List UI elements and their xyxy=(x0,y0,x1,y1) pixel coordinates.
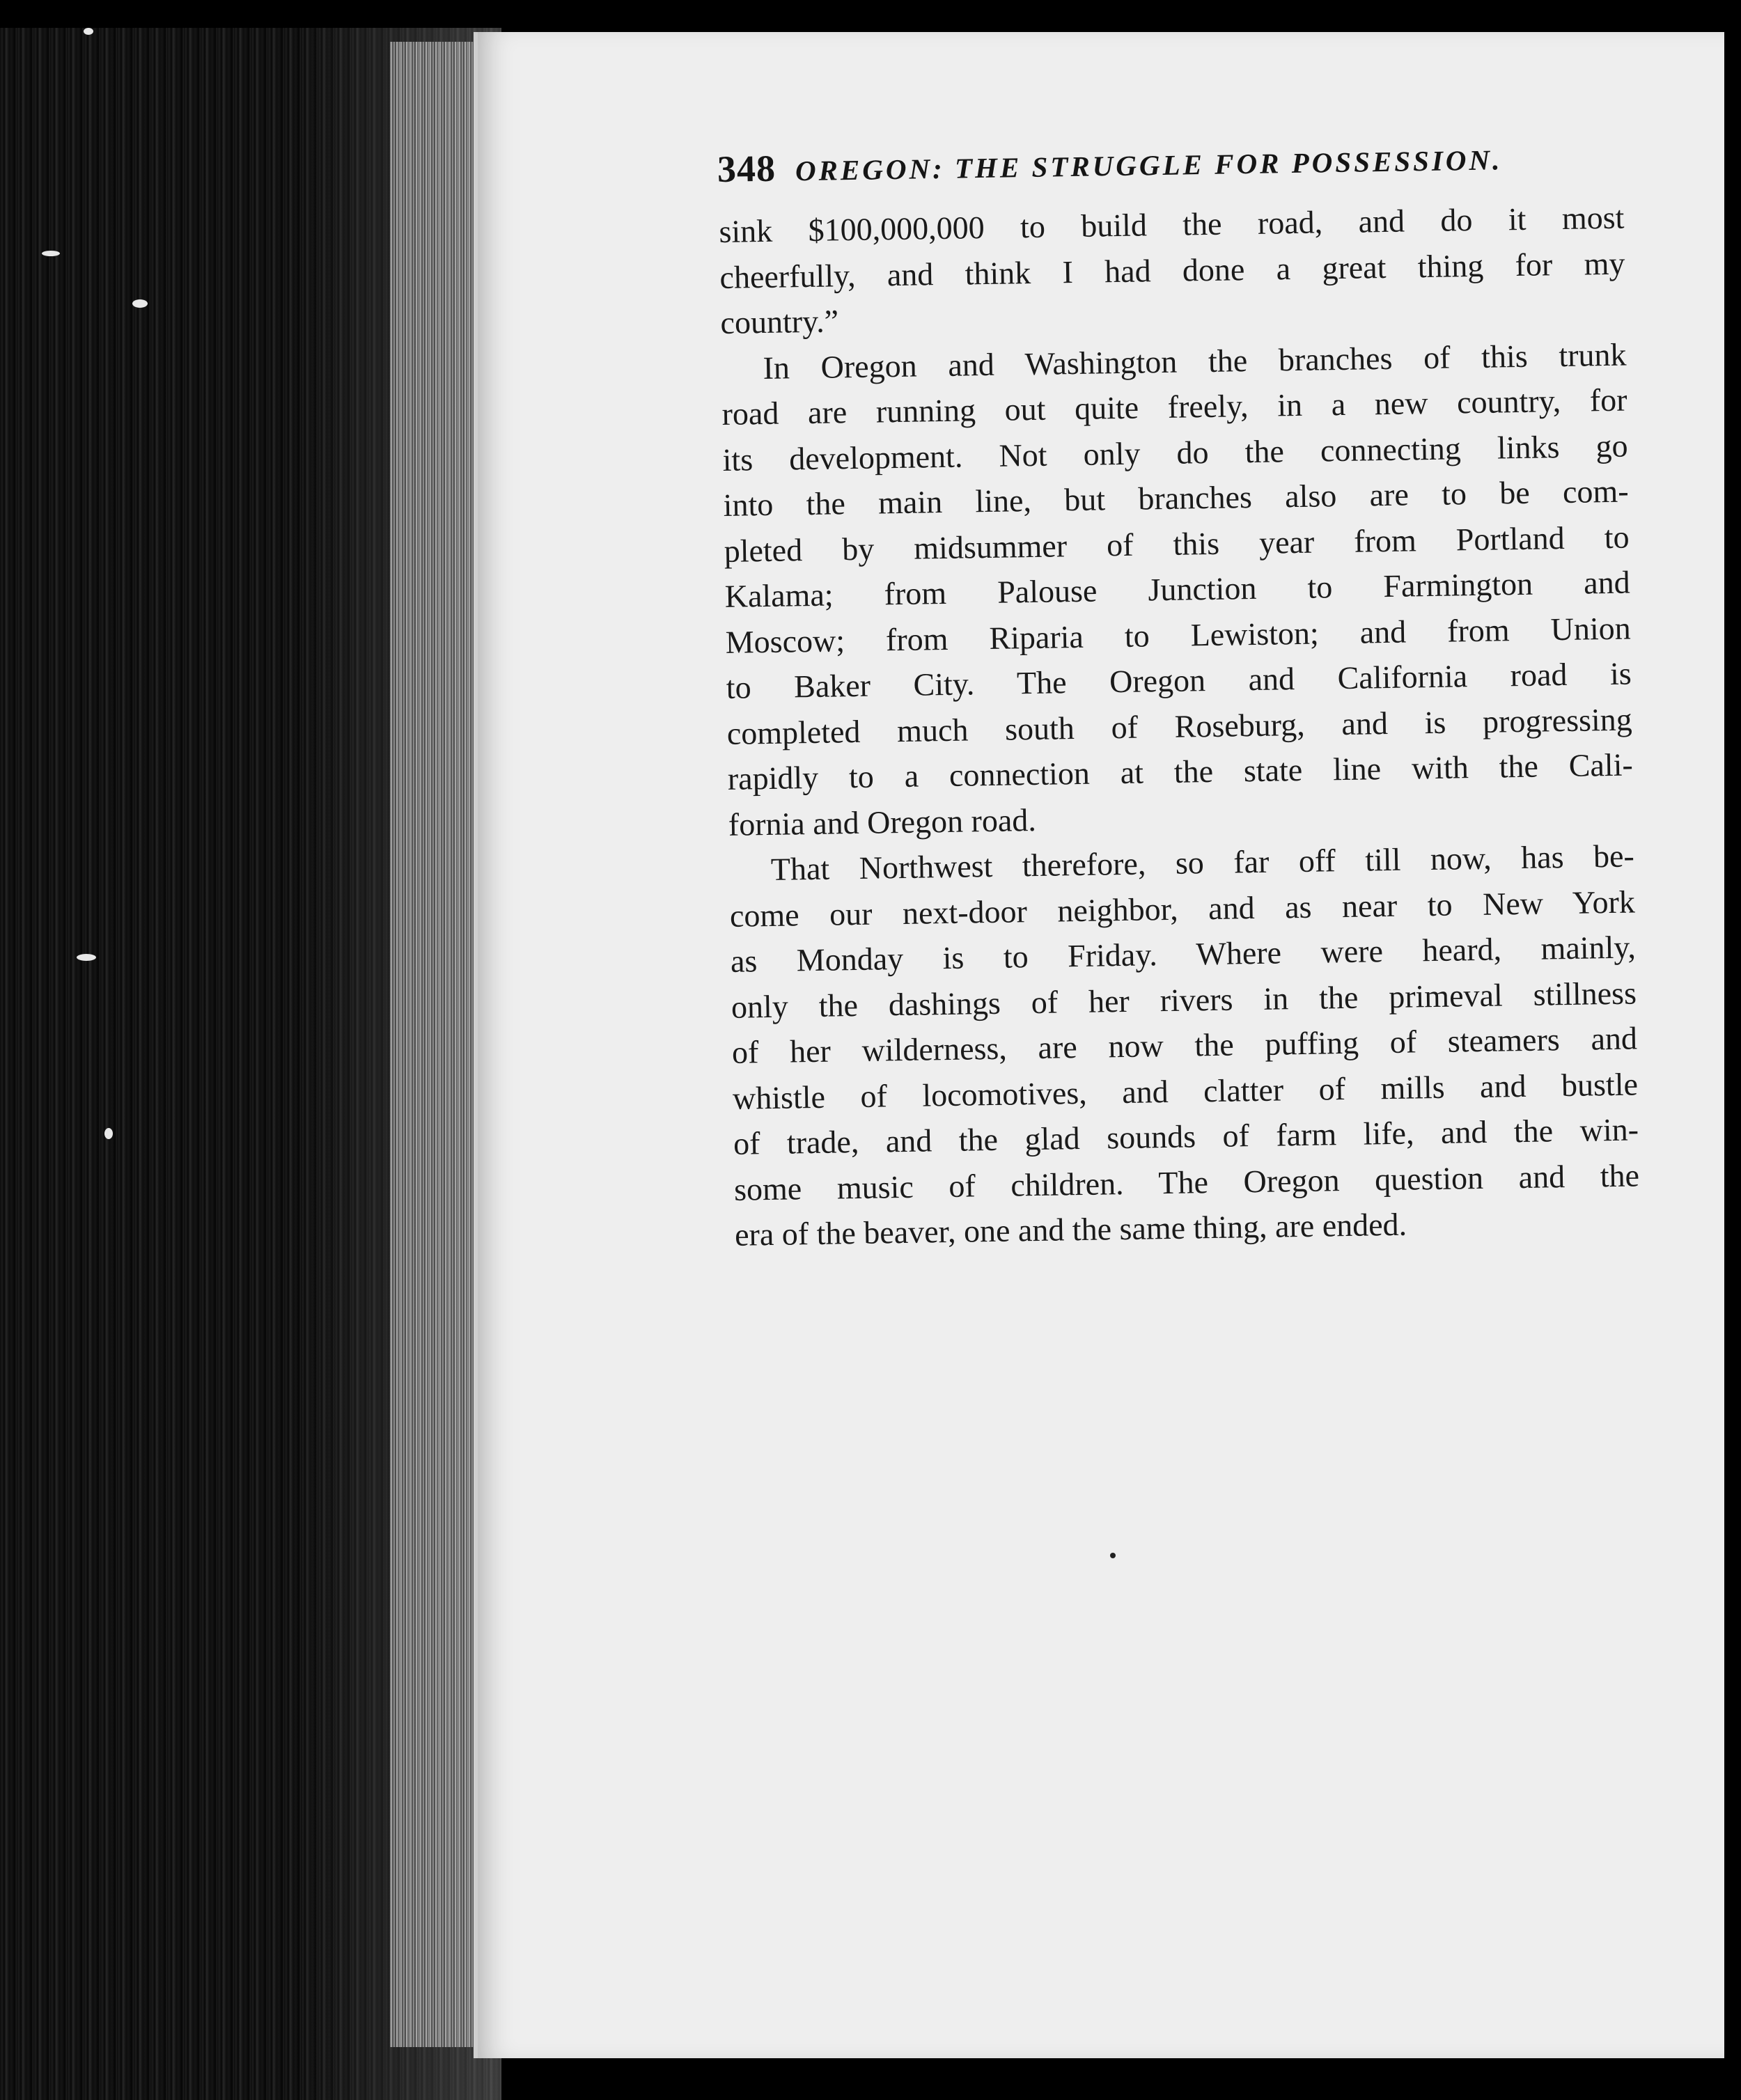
text-line: to Baker City. The Oregon and California road is xyxy=(726,655,1632,705)
text-line: cheerfully, and think I had done a great thing for my xyxy=(719,245,1625,295)
text-line: whistle of locomotives, and clatter of mills and bustle xyxy=(732,1065,1639,1116)
text-line: fornia and Oregon road. xyxy=(728,801,1037,843)
text-line: of her wilderness, are now the puffing of steamers and xyxy=(731,1020,1638,1070)
text-line: completed much south of Roseburg, and is progressing xyxy=(726,700,1633,751)
text-line: era of the beaver, one and the same thing, are ended. xyxy=(734,1206,1407,1253)
text-line: its development. Not only do the connecting links go xyxy=(722,428,1628,478)
text-line: Moscow; from Riparia to Lewiston; and from Union xyxy=(725,610,1632,660)
text-line: some music of children. The Oregon question and the xyxy=(733,1157,1640,1207)
text-line: That Northwest therefore, so far off till now, has be- xyxy=(770,838,1635,887)
text-line: into the main line, but branches also are to be com- xyxy=(723,473,1629,523)
text-line: Kalama; from Palouse Junction to Farmington and xyxy=(724,564,1630,614)
body-text xyxy=(719,195,1641,1258)
print-speck xyxy=(1110,1553,1116,1558)
scan-speck xyxy=(84,28,93,35)
scan-speck xyxy=(132,299,148,308)
text-line: as Monday is to Friday. Where were heard, mainly, xyxy=(730,929,1637,979)
scan-speck xyxy=(77,954,96,961)
text-line: In Oregon and Washington the branches of this trunk xyxy=(763,336,1627,386)
text-line: pleted by midsummer of this year from Portland to xyxy=(724,519,1630,569)
text-line: of trade, and the glad sounds of farm life, and the win- xyxy=(733,1111,1639,1161)
page-number: 348 xyxy=(717,147,776,190)
text-line: road are running out quite freely, in a new country, for xyxy=(721,382,1627,432)
running-title: OREGON: THE STRUGGLE FOR POSSESSION. xyxy=(795,143,1503,187)
text-line: only the dashings of her rivers in the primeval stillness xyxy=(731,974,1637,1025)
scan-speck xyxy=(42,251,60,256)
scan-speck xyxy=(104,1128,113,1139)
text-line: rapidly to a connection at the state line with the Cali- xyxy=(727,746,1634,797)
text-line: sink $100,000,000 to build the road, and do it most xyxy=(719,199,1625,249)
text-line: come our next-door neighbor, and as near to New York xyxy=(729,883,1636,934)
text-line: country.” xyxy=(720,303,839,340)
